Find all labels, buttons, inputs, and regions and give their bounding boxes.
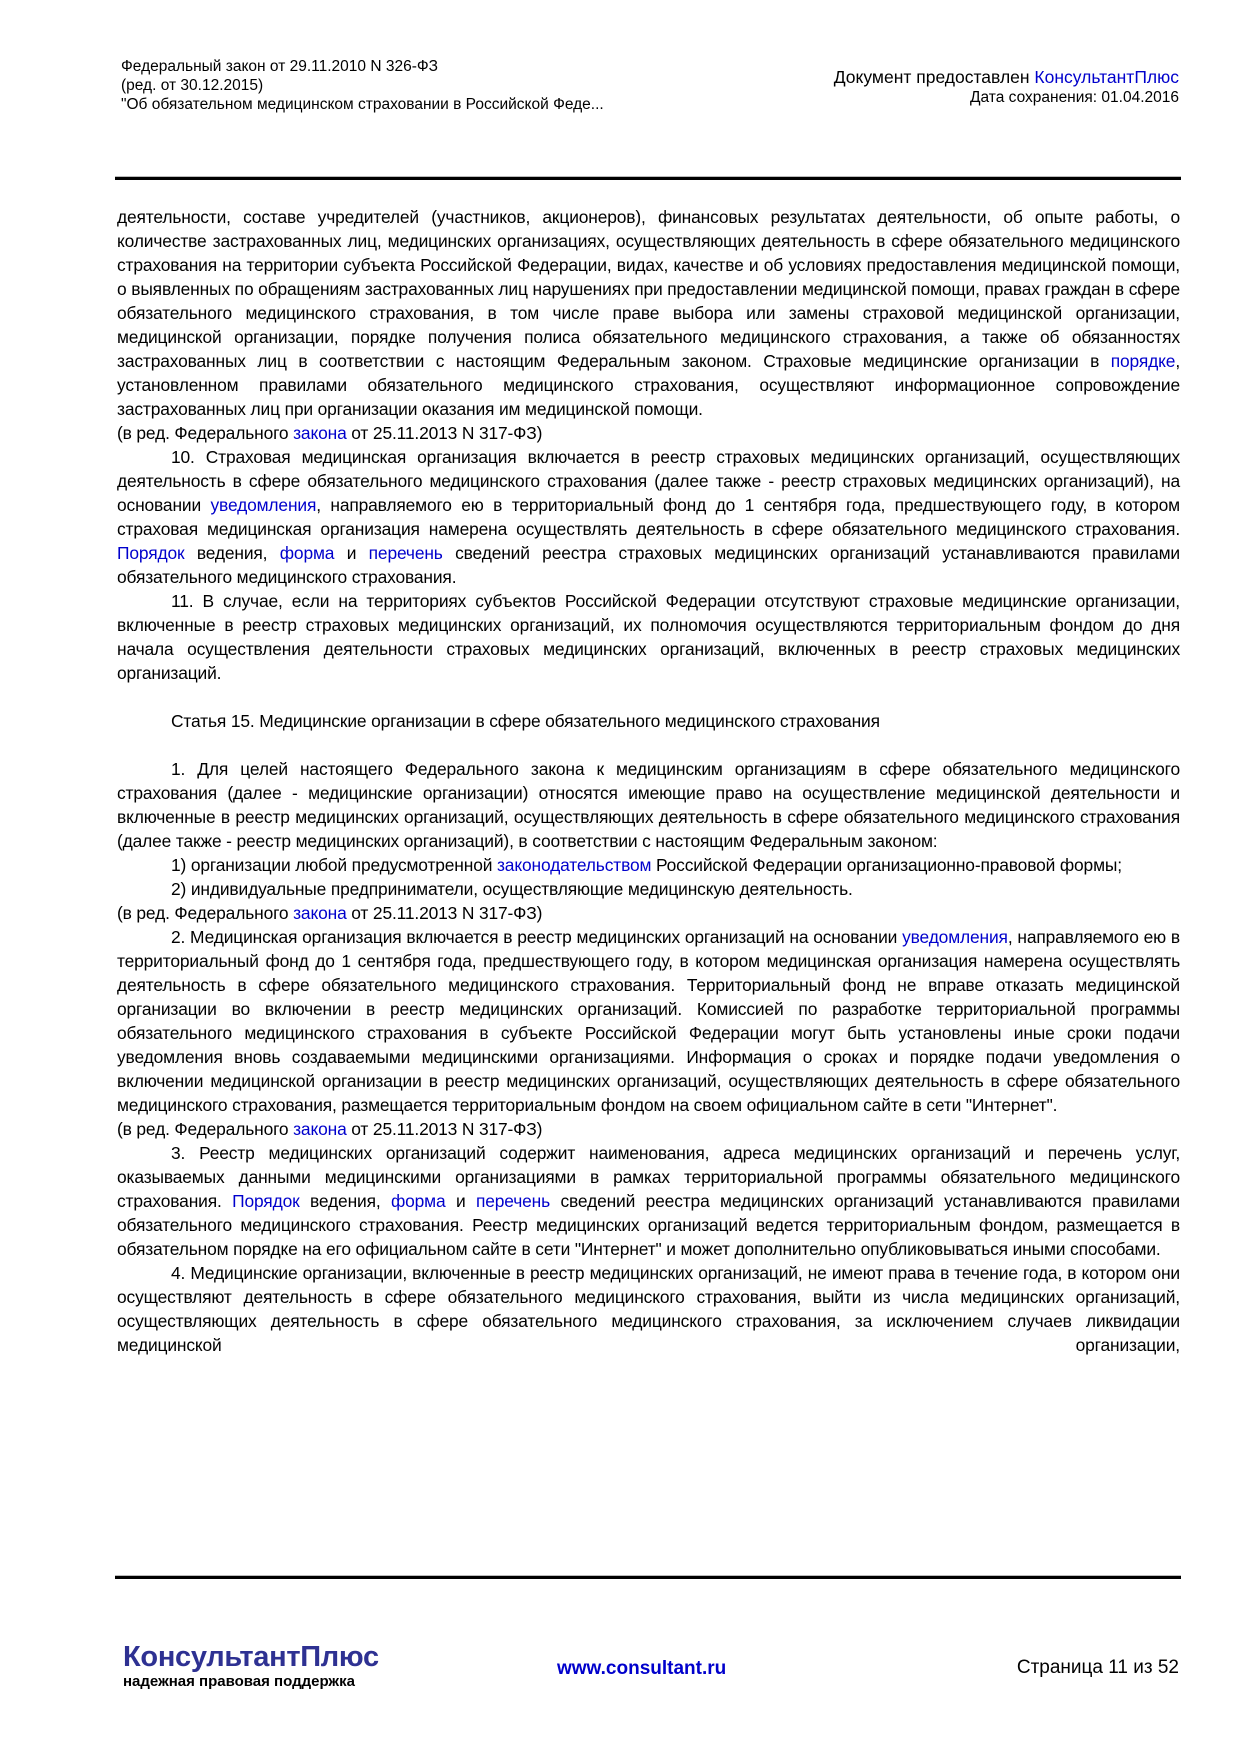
text: , направляемого ею в территориальный фонд до 1 сентября года, предшествующего году, в котором медицинская организация намерена осуществлять деятельность в сфере обязательного медицинского страхования. Территориальный фонд не вправе отказать медицинской организации во включении в реестр медицинских организаций. Комиссией по разработке территориальной программы обязательного медицинского страхования в субъекте Российской Федерации могут быть установлены иные сроки подачи уведомления вновь создаваемыми медицинскими организациями. Информация о сроках и порядке подачи уведомления о включении медицинской организации в реестр медицинских организаций, осуществляющих деятельность в сфере обязательного медицинского страхования, размещается территориальным фондом на своем официальном сайте в сети "Интернет". — [117, 927, 1180, 1115]
text: 3. Реестр медицинских организаций содержит наименования, адреса медицинских организаций и перечень услуг, оказываемых данными медицинскими организациями в рамках территориальной программы обязательного медицинского страхования. — [117, 1143, 1180, 1211]
text: и — [445, 1191, 476, 1211]
text: сведений реестра страховых медицинских организаций устанавливаются правилами обязательного медицинского страхования. — [117, 543, 1180, 587]
paragraph-continuation — [117, 205, 1180, 421]
paragraph-11: 11. В случае, если на территориях субъектов Российской Федерации отсутствуют страховые медицинские организации, включенные в реестр страховых медицинских организаций, их полномочия осуществляются территориальным фондом до дня начала осуществления деятельности страховых медицинских организаций, включенных в реестр страховых медицинских организаций. — [117, 591, 1180, 683]
text: от 25.11.2013 N 317-ФЗ) — [346, 423, 543, 443]
document-header-provider — [834, 67, 1179, 108]
amendment-note — [117, 901, 1180, 925]
text: Российской Федерации организационно-правовой формы; — [651, 855, 1122, 875]
save-date: Дата сохранения: 01.04.2016 — [970, 89, 1179, 106]
header-divider — [115, 177, 1181, 180]
link-zakona[interactable]: закона — [293, 1119, 347, 1139]
amendment-note — [117, 1117, 1180, 1141]
article-15-point-2 — [117, 925, 1180, 1117]
text: ведения, — [184, 543, 280, 563]
article-15-point-1-sub-2: 2) индивидуальные предприниматели, осуществляющие медицинскую деятельность. — [171, 879, 853, 899]
text: (в ред. Федерального — [117, 423, 294, 443]
page-number: Страница 11 из 52 — [1016, 1657, 1179, 1678]
article-15-point-1-sub-1 — [117, 853, 1180, 877]
article-15-point-1: 1. Для целей настоящего Федерального закона к медицинским организациям в сфере обязательного медицинского страхования (далее - медицинские организации) относятся имеющие право на осуществление медицинской деятельности и включенные в реестр медицинских организаций, осуществляющих деятельность в сфере обязательного медицинского страхования (далее также - реестр медицинских организаций), в соответствии с настоящим Федеральным законом: — [117, 759, 1180, 851]
provided-by-label: Документ предоставлен — [833, 67, 1035, 87]
text: и — [334, 543, 369, 563]
link-forma[interactable]: форма — [279, 543, 335, 563]
link-forma[interactable]: форма — [390, 1191, 446, 1211]
text: сведений реестра медицинских организаций устанавливаются правилами обязательного медицинского страхования. Реестр медицинских организаций ведется территориальным фондом, размещается в обязательном порядке на его официальном сайте в сети "Интернет" и может дополнительно опубликовываться иными способами. — [117, 1191, 1180, 1259]
article-15-point-4: 4. Медицинские организации, включенные в реестр медицинских организаций, не имеют права в течение года, в котором они осуществляют деятельность в сфере обязательного медицинского страхования, выйти из числа медицинских организаций, осуществляющих деятельность в сфере обязательного медицинского страхования, за исключением случаев ликвидации медицинской организации, — [117, 1263, 1180, 1355]
text: от 25.11.2013 N 317-ФЗ) — [346, 1119, 543, 1139]
provided-by — [834, 67, 1179, 88]
text: деятельности, составе учредителей (участников, акционеров), финансовых результатах деятельности, об опыте работы, о количестве застрахованных лиц, медицинских организациях, осуществляющих деятельность в сфере обязательного медицинского страхования на территории субъекта Российской Федерации, видах, качестве и об условиях предоставления медицинской помощи, о выявленных по обращениям застрахованных лиц нарушениях при предоставлении медицинской помощи, правах граждан в сфере обязательного медицинского страхования, в том числе праве выбора или замены страховой медицинской организации, медицинской организации, порядке получения полиса обязательного медицинского страхования, а также об обязанностях застрахованных лиц в соответствии с настоящим Федеральным законом. Страховые медицинские организации в — [117, 207, 1180, 371]
link-zakonodatelstvom[interactable]: законодательством — [496, 855, 652, 875]
document-header-title — [121, 57, 604, 114]
link-uvedomleniya[interactable]: уведомления — [902, 927, 1008, 947]
footer-website-link[interactable]: www.consultant.ru — [557, 1658, 727, 1679]
link-poryadke[interactable]: порядке — [1110, 351, 1176, 371]
link-poryadok[interactable]: Порядок — [117, 543, 185, 563]
header-law-subject: "Об обязательном медицинском страховании в Российской Феде... — [121, 96, 604, 113]
header-revision: (ред. от 30.12.2015) — [121, 77, 264, 94]
footer-brand-logo — [123, 1641, 379, 1691]
link-uvedomleniya[interactable]: уведомления — [210, 495, 317, 515]
link-poryadok[interactable]: Порядок — [232, 1191, 300, 1211]
text: 10. Страховая медицинская организация включается в реестр страховых медицинских организаций, осуществляющих деятельность в сфере обязательного медицинского страхования (далее также - реестр страховых медицинских организаций), на основании — [117, 447, 1180, 515]
link-zakona[interactable]: закона — [293, 423, 347, 443]
document-body — [117, 205, 1180, 1357]
header-law-name: Федеральный закон от 29.11.2010 N 326-ФЗ — [121, 58, 439, 75]
text: (в ред. Федерального — [117, 1119, 294, 1139]
footer-divider — [115, 1576, 1181, 1579]
text: (в ред. Федерального — [117, 903, 294, 923]
brand-name: КонсультантПлюс — [123, 1641, 379, 1673]
brand-tagline: надежная правовая поддержка — [123, 1673, 355, 1690]
article-15-point-3 — [117, 1141, 1180, 1261]
link-perechen[interactable]: перечень — [368, 543, 443, 563]
text: 2. Медицинская организация включается в реестр медицинских организаций на основании — [171, 927, 903, 947]
text: , направляемого ею в территориальный фонд до 1 сентября года, предшествующего году, в котором страховая медицинская организация намерена осуществлять деятельность в сфере обязательного медицинского страхования. — [117, 495, 1180, 539]
provider-brand-link[interactable]: КонсультантПлюс — [1034, 67, 1179, 87]
text: ведения, — [299, 1191, 391, 1211]
text: 1) организации любой предусмотренной — [171, 855, 497, 875]
paragraph-10 — [117, 445, 1180, 589]
text: от 25.11.2013 N 317-ФЗ) — [346, 903, 543, 923]
article-title: Статья 15. Медицинские организации в сфере обязательного медицинского страхования — [171, 711, 880, 731]
amendment-note — [117, 421, 1180, 445]
link-perechen[interactable]: перечень — [475, 1191, 551, 1211]
link-zakona[interactable]: закона — [293, 903, 347, 923]
text: , установленном правилами обязательного медицинского страхования, осуществляют информационное сопровождение застрахованных лиц при организации оказания им медицинской помощи. — [117, 351, 1180, 419]
